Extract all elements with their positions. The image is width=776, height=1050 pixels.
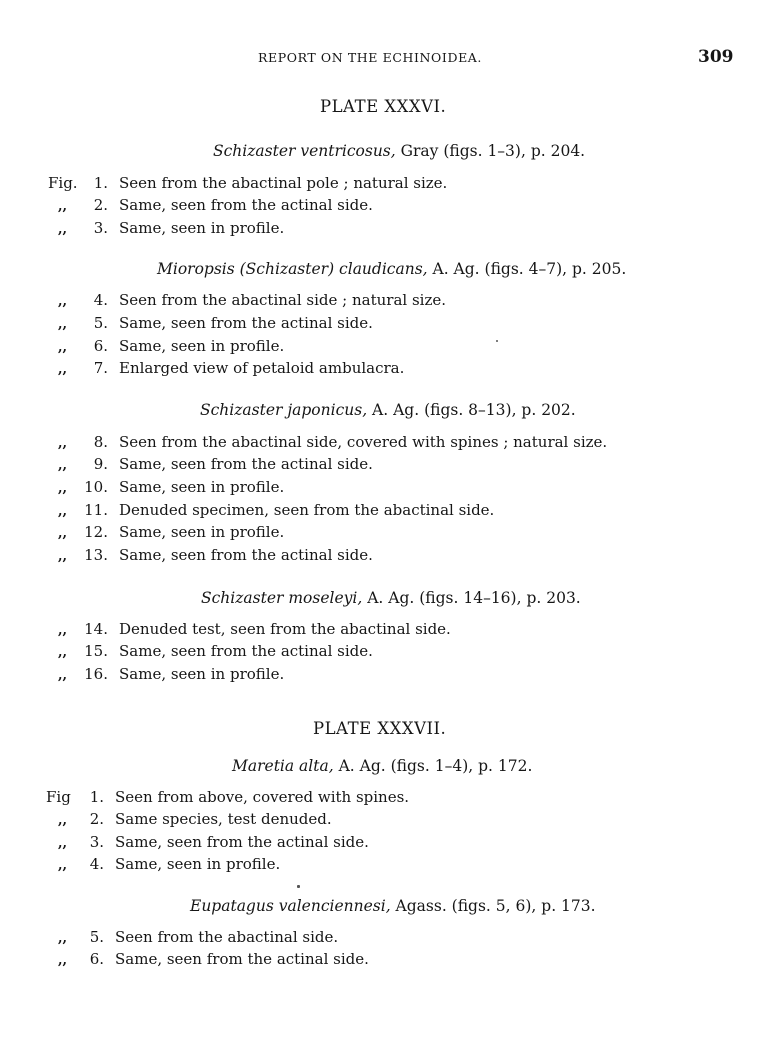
figure-number: 12. [84,523,108,541]
figure-number: 4. [93,291,108,309]
figure-number: 1. [93,174,108,192]
figure-description: Denuded test, seen from the abactinal side. [119,620,451,638]
figure-lead: Fig [46,788,71,806]
species-reference: Gray (figs. 1–3), p. 204. [395,142,586,160]
species-reference: A. Ag. (figs. 4–7), p. 205. [427,260,627,278]
page-number: 309 [698,47,734,67]
figure-description: Seen from the abactinal side. [115,928,339,946]
figure-number: 11. [84,501,108,519]
figure-description: Same, seen in profile. [119,665,285,683]
figure-description: Same, seen from the actinal side. [119,642,373,660]
figure-caption [0,314,776,336]
ditto-mark: ,, [58,481,68,496]
figure-number: 3. [93,219,108,237]
ditto-mark: ,, [58,222,68,237]
species-name: Mioropsis (Schizaster) claudicans, [157,260,428,278]
figure-caption [0,950,776,972]
figure-description: Same, seen from the actinal side. [119,314,373,332]
figure-description: Same, seen in profile. [119,337,285,355]
figure-caption [0,219,776,241]
species-name: Schizaster ventricosus, [213,142,396,160]
figure-caption [0,291,776,313]
figure-caption [0,455,776,477]
species-name: Maretia alta, [232,757,334,775]
scan-speck [496,340,498,342]
species-name: Schizaster japonicus, [200,401,368,419]
ditto-mark: ,, [58,623,68,638]
figure-number: 3. [89,833,104,851]
plate-title: PLATE XXXVII. [313,719,447,738]
species-reference: Agass. (figs. 5, 6), p. 173. [390,897,596,915]
figure-number: 2. [89,810,104,828]
figure-description: Seen from the abactinal side ; natural size. [119,291,446,309]
figure-description: Same, seen in profile. [115,855,281,873]
figure-caption [0,546,776,568]
species-heading [190,897,596,915]
ditto-mark: ,, [58,668,68,683]
ditto-mark: ,, [58,362,68,377]
ditto-mark: ,, [58,836,68,851]
scan-speck [297,885,300,888]
figure-description: Same, seen from the actinal side. [115,950,369,968]
figure-description: Same, seen in profile. [119,219,285,237]
figure-description: Same, seen from the actinal side. [119,455,373,473]
figure-caption [0,523,776,545]
figure-caption [0,665,776,687]
figure-caption [0,196,776,218]
figure-caption [0,337,776,359]
ditto-mark: ,, [58,526,68,541]
figure-caption [0,833,776,855]
ditto-mark: ,, [58,504,68,519]
figure-number: 15. [84,642,108,660]
species-heading [232,757,532,775]
ditto-mark: ,, [58,199,68,214]
ditto-mark: ,, [58,294,68,309]
species-reference: A. Ag. (figs. 1–4), p. 172. [333,757,533,775]
figure-description: Same, seen from the actinal side. [115,833,369,851]
figure-caption [0,478,776,500]
ditto-mark: ,, [58,340,68,355]
ditto-mark: ,, [58,813,68,828]
figure-description: Same, seen from the actinal side. [119,546,373,564]
figure-description: Same species, test denuded. [115,810,332,828]
figure-description: Seen from above, covered with spines. [115,788,410,806]
ditto-mark: ,, [58,549,68,564]
ditto-mark: ,, [58,436,68,451]
figure-description: Enlarged view of petaloid ambulacra. [119,359,405,377]
figure-description: Same, seen in profile. [119,478,285,496]
figure-caption [0,433,776,455]
species-reference: A. Ag. (figs. 8–13), p. 202. [367,401,576,419]
figure-description: Seen from the abactinal pole ; natural size. [119,174,448,192]
running-title: REPORT ON THE ECHINOIDEA. [258,50,482,65]
species-heading [157,260,626,278]
figure-number: 1. [89,788,104,806]
figure-number: 7. [93,359,108,377]
figure-number: 6. [89,950,104,968]
figure-caption [0,810,776,832]
figure-number: 5. [89,928,104,946]
figure-number: 2. [93,196,108,214]
figure-number: 9. [93,455,108,473]
figure-caption [0,928,776,950]
figure-caption [0,855,776,877]
figure-caption [0,174,776,196]
figure-caption [0,359,776,381]
figure-number: 13. [84,546,108,564]
figure-number: 5. [93,314,108,332]
species-heading [213,142,585,160]
figure-description: Seen from the abactinal side, covered with spines ; natural size. [119,433,608,451]
plate-title: PLATE XXXVI. [320,97,447,116]
species-heading [200,401,576,419]
figure-caption [0,788,776,810]
ditto-mark: ,, [58,858,68,873]
species-name: Schizaster moseleyi, [201,589,363,607]
ditto-mark: ,, [58,645,68,660]
figure-lead: Fig. [48,174,78,192]
figure-number: 4. [89,855,104,873]
figure-number: 14. [84,620,108,638]
ditto-mark: ,, [58,953,68,968]
figure-caption [0,620,776,642]
figure-number: 6. [93,337,108,355]
figure-number: 16. [84,665,108,683]
figure-caption [0,642,776,664]
ditto-mark: ,, [58,931,68,946]
species-reference: A. Ag. (figs. 14–16), p. 203. [362,589,581,607]
figure-number: 8. [93,433,108,451]
figure-description: Same, seen in profile. [119,523,285,541]
figure-description: Denuded specimen, seen from the abactinal side. [119,501,495,519]
figure-description: Same, seen from the actinal side. [119,196,373,214]
species-heading [201,589,581,607]
species-name: Eupatagus valenciennesi, [190,897,391,915]
figure-number: 10. [84,478,108,496]
ditto-mark: ,, [58,317,68,332]
ditto-mark: ,, [58,458,68,473]
figure-caption [0,501,776,523]
